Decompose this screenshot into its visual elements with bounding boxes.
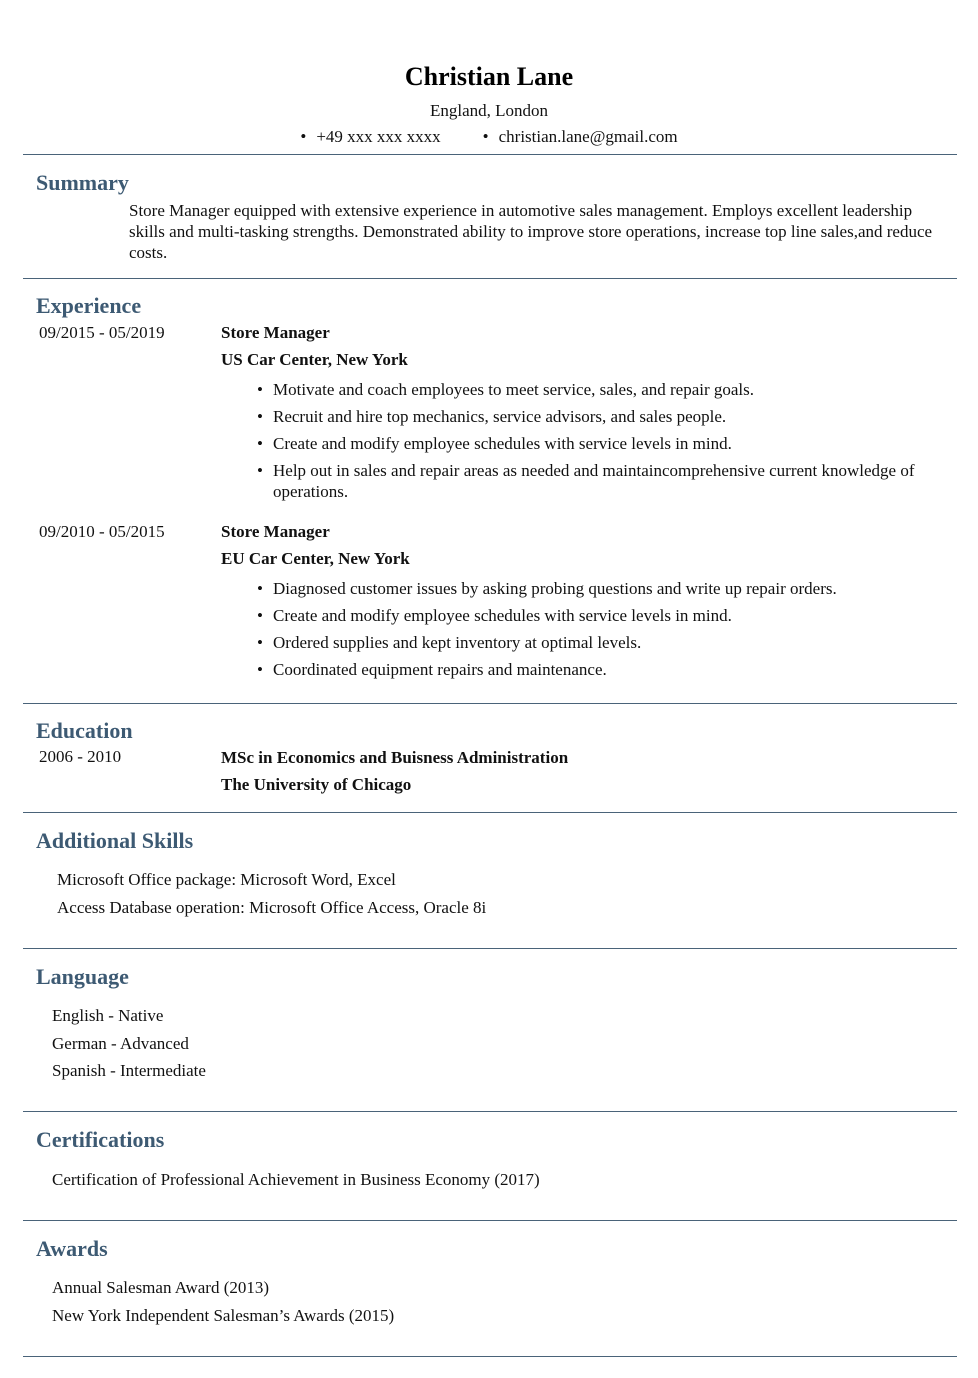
job-bullet: • Diagnosed customer issues by asking probing questions and write up repair orders. <box>257 578 947 599</box>
skill-item: Access Database operation: Microsoft Office Access, Oracle 8i <box>57 898 487 917</box>
education-dates: 2006 - 2010 <box>39 747 122 766</box>
language-item: Spanish - Intermediate <box>52 1061 206 1080</box>
skills-heading: Additional Skills <box>36 828 194 853</box>
education-school: The University of Chicago <box>221 775 412 794</box>
section-divider <box>23 278 957 279</box>
education-heading: Education <box>36 718 133 743</box>
bullet-icon: • <box>482 127 489 146</box>
email-address: christian.lane@gmail.com <box>498 127 678 146</box>
education-degree: MSc in Economics and Buisness Administration <box>221 748 569 767</box>
language-heading: Language <box>36 964 129 989</box>
language-item: German - Advanced <box>52 1034 189 1053</box>
job-company: US Car Center, New York <box>221 350 408 369</box>
summary-heading: Summary <box>36 170 129 195</box>
section-divider <box>23 1220 957 1221</box>
award-item: Annual Salesman Award (2013) <box>52 1278 270 1297</box>
awards-heading: Awards <box>36 1236 108 1261</box>
job-bullet: • Motivate and coach employees to meet service, sales, and repair goals. <box>257 379 947 400</box>
section-divider <box>23 1111 957 1112</box>
section-divider <box>23 154 957 155</box>
skill-item: Microsoft Office package: Microsoft Word, Excel <box>57 870 396 889</box>
job-bullet: • Help out in sales and repair areas as needed and maintaincomprehensive current knowledge of operations. <box>257 460 947 502</box>
phone-number: +49 xxx xxx xxxx <box>316 127 441 146</box>
resume-header <box>0 60 978 148</box>
job-title: Store Manager <box>221 323 330 342</box>
section-divider <box>23 1356 957 1357</box>
award-item: New York Independent Salesman’s Awards (2015) <box>52 1306 395 1325</box>
job-dates: 09/2015 - 05/2019 <box>39 323 165 342</box>
job-bullets <box>257 578 947 686</box>
experience-heading: Experience <box>36 293 142 318</box>
job-bullet: • Create and modify employee schedules with service levels in mind. <box>257 605 947 626</box>
section-divider <box>23 703 957 704</box>
contact-line <box>0 126 978 148</box>
job-bullet: • Create and modify employee schedules with service levels in mind. <box>257 433 947 454</box>
certifications-heading: Certifications <box>36 1127 165 1152</box>
candidate-name: Christian Lane <box>404 62 574 91</box>
phone-item <box>300 126 440 148</box>
job-bullet: • Recruit and hire top mechanics, service advisors, and sales people. <box>257 406 947 427</box>
job-bullet: • Ordered supplies and kept inventory at optimal levels. <box>257 632 947 653</box>
email-item <box>483 126 678 148</box>
job-bullets <box>257 379 947 508</box>
job-company: EU Car Center, New York <box>221 549 410 568</box>
location: England, London <box>429 101 549 120</box>
job-bullet: • Coordinated equipment repairs and maintenance. <box>257 659 947 680</box>
job-dates: 09/2010 - 05/2015 <box>39 522 165 541</box>
section-divider <box>23 948 957 949</box>
section-divider <box>23 812 957 813</box>
bullet-icon: • <box>300 127 307 146</box>
certification-item: Certification of Professional Achievement in Business Economy (2017) <box>52 1170 540 1189</box>
language-item: English - Native <box>52 1006 164 1025</box>
summary-text: Store Manager equipped with extensive experience in automotive sales management. Employs excellent leadership skills and multi-tasking strengths. Demonstrated ability to improve store operations, increase top line sales,and reduce costs. <box>129 201 933 262</box>
job-title: Store Manager <box>221 522 330 541</box>
